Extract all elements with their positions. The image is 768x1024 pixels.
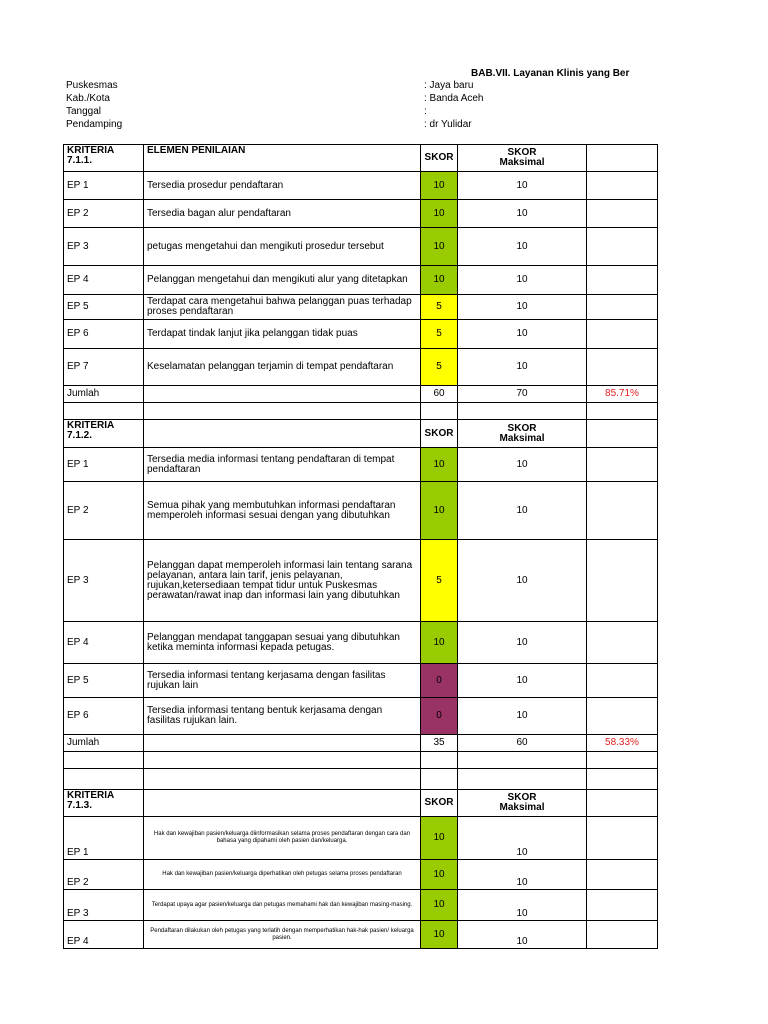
empty-cell: [144, 386, 421, 403]
empty-cell: [587, 420, 658, 448]
table-row: [64, 890, 658, 921]
empty-cell: [587, 320, 658, 349]
empty-cell: [587, 172, 658, 200]
empty-cell: [587, 769, 658, 790]
elemen-header: [144, 420, 421, 448]
empty-cell: [587, 860, 658, 890]
section-header-row: [64, 790, 658, 817]
elemen-text: Keselamatan pelanggan terjamin di tempat pendaftaran: [144, 349, 421, 386]
ep-label: EP 2: [64, 482, 144, 540]
empty-cell: [587, 200, 658, 228]
total-percentage: 58.33%: [587, 735, 658, 752]
skor-max-value: 10: [458, 200, 587, 228]
ep-label: EP 4: [64, 266, 144, 295]
total-max: 70: [458, 386, 587, 403]
elemen-text: Tersedia bagan alur pendaftaran: [144, 200, 421, 228]
elemen-text: Terdapat cara mengetahui bahwa pelanggan puas terhadap proses pendaftaran: [144, 295, 421, 320]
skor-max-value: 10: [458, 320, 587, 349]
skor-value: 5: [421, 540, 458, 622]
meta-row: [66, 92, 626, 105]
empty-cell: [144, 752, 421, 769]
empty-cell: [458, 769, 587, 790]
skor-max-value: 10: [458, 482, 587, 540]
elemen-text: Tersedia informasi tentang kerjasama dengan fasilitas rujukan lain: [144, 664, 421, 698]
table-row: [64, 172, 658, 200]
table-row: [64, 622, 658, 664]
meta-row: [66, 79, 626, 92]
table-row: [64, 295, 658, 320]
skor-value: 10: [421, 921, 458, 949]
empty-cell: [587, 817, 658, 860]
skor-max-value: 10: [458, 664, 587, 698]
empty-cell: [587, 403, 658, 420]
ep-label: EP 7: [64, 349, 144, 386]
table-row: [64, 320, 658, 349]
section-header-row: [64, 420, 658, 448]
elemen-text: Hak dan kewajiban pasien/keluarga diinformasikan selama proses pendaftaran dengan cara dan bahasa yang dipahami oleh pasien dan/keluarga.: [144, 817, 421, 860]
meta-label: Puskesmas: [66, 80, 118, 91]
skor-value: 10: [421, 200, 458, 228]
skor-max-header: SKOR Maksimal: [458, 790, 587, 817]
empty-cell: [587, 448, 658, 482]
ep-label: EP 3: [64, 228, 144, 266]
document-title: BAB.VII. Layanan Klinis yang Ber: [471, 68, 630, 79]
empty-cell: [587, 622, 658, 664]
ep-label: EP 6: [64, 320, 144, 349]
table-row: [64, 540, 658, 622]
skor-max-header: SKOR Maksimal: [458, 145, 587, 172]
ep-label: EP 1: [64, 817, 144, 860]
ep-label: EP 5: [64, 295, 144, 320]
skor-value: 10: [421, 448, 458, 482]
table-row: [64, 448, 658, 482]
skor-value: 5: [421, 320, 458, 349]
skor-max-value: 10: [458, 295, 587, 320]
skor-header: SKOR: [421, 790, 458, 817]
skor-value: 5: [421, 295, 458, 320]
empty-cell: [587, 540, 658, 622]
blank-row: [64, 403, 658, 420]
skor-max-value: 10: [458, 228, 587, 266]
blank-row: [64, 769, 658, 790]
empty-cell: [587, 228, 658, 266]
empty-cell: [458, 403, 587, 420]
skor-max-value: 10: [458, 817, 587, 860]
table-row: [64, 266, 658, 295]
skor-value: 10: [421, 266, 458, 295]
empty-cell: [458, 752, 587, 769]
meta-label: Tanggal: [66, 106, 102, 117]
elemen-text: Terdapat upaya agar pasien/keluarga dan petugas memahami hak dan kewajiban masing-masing.: [144, 890, 421, 921]
kriteria-label: KRITERIA 7.1.3.: [64, 790, 144, 817]
elemen-text: Tersedia media informasi tentang pendaftaran di tempat pendaftaran: [144, 448, 421, 482]
section-header-row: [64, 145, 658, 172]
empty-cell: [144, 769, 421, 790]
elemen-text: Tersedia prosedur pendaftaran: [144, 172, 421, 200]
skor-value: 0: [421, 698, 458, 735]
ep-label: EP 6: [64, 698, 144, 735]
meta-row: [66, 118, 626, 131]
elemen-text: Terdapat tindak lanjut jika pelanggan tidak puas: [144, 320, 421, 349]
table-row: [64, 664, 658, 698]
meta-value: :: [424, 106, 427, 117]
ep-label: EP 2: [64, 200, 144, 228]
elemen-text: Pelanggan mendapat tanggapan sesuai yang dibutuhkan ketika meminta informasi kepada petugas.: [144, 622, 421, 664]
skor-value: 10: [421, 228, 458, 266]
elemen-text: Tersedia informasi tentang bentuk kerjasama dengan fasilitas rujukan lain.: [144, 698, 421, 735]
meta-value: : Jaya baru: [424, 80, 474, 91]
total-skor: 60: [421, 386, 458, 403]
skor-value: 10: [421, 860, 458, 890]
elemen-text: Hak dan kewajiban pasien/keluarga diperhatikan oleh petugas selama proses pendaftaran: [144, 860, 421, 890]
table-row: [64, 698, 658, 735]
skor-max-value: 10: [458, 860, 587, 890]
ep-label: EP 4: [64, 921, 144, 949]
meta-row: [66, 105, 626, 118]
table-row: [64, 921, 658, 949]
total-row: [64, 386, 658, 403]
skor-value: 10: [421, 622, 458, 664]
skor-value: 5: [421, 349, 458, 386]
empty-cell: [421, 769, 458, 790]
empty-cell: [421, 752, 458, 769]
total-label: Jumlah: [64, 735, 144, 752]
empty-cell: [64, 403, 144, 420]
ep-label: EP 4: [64, 622, 144, 664]
ep-label: EP 3: [64, 540, 144, 622]
empty-cell: [64, 752, 144, 769]
ep-label: EP 3: [64, 890, 144, 921]
skor-max-value: 10: [458, 266, 587, 295]
skor-value: 10: [421, 482, 458, 540]
kriteria-label: KRITERIA 7.1.2.: [64, 420, 144, 448]
empty-cell: [587, 752, 658, 769]
table-row: [64, 817, 658, 860]
empty-cell: [587, 921, 658, 949]
skor-max-value: 10: [458, 921, 587, 949]
skor-max-value: 10: [458, 172, 587, 200]
elemen-text: Pelanggan dapat memperoleh informasi lain tentang sarana pelayanan, antara lain tarif, jenis pelayanan, rujukan,ketersediaan tempat tidur untuk Puskesmas perawatan/rawat inap dan informasi lain yang dibutuhkan: [144, 540, 421, 622]
total-skor: 35: [421, 735, 458, 752]
elemen-header: [144, 790, 421, 817]
meta-label: Pendamping: [66, 119, 123, 130]
skor-max-value: 10: [458, 622, 587, 664]
meta-value: : Banda Aceh: [424, 93, 484, 104]
table-row: [64, 228, 658, 266]
blank-row: [64, 752, 658, 769]
total-max: 60: [458, 735, 587, 752]
empty-cell: [587, 664, 658, 698]
empty-cell: [587, 295, 658, 320]
skor-max-header: SKOR Maksimal: [458, 420, 587, 448]
ep-label: EP 2: [64, 860, 144, 890]
empty-cell: [64, 769, 144, 790]
elemen-text: Pendaftaran dilakukan oleh petugas yang terlatih dengan memperhatikan hak-hak pasien/ keluarga pasien.: [144, 921, 421, 949]
empty-cell: [587, 698, 658, 735]
skor-value: 10: [421, 172, 458, 200]
empty-cell: [144, 735, 421, 752]
skor-value: 10: [421, 817, 458, 860]
assessment-table: [63, 144, 658, 949]
skor-value: 10: [421, 890, 458, 921]
empty-cell: [587, 482, 658, 540]
skor-header: SKOR: [421, 145, 458, 172]
table-row: [64, 349, 658, 386]
skor-max-value: 10: [458, 349, 587, 386]
empty-cell: [587, 890, 658, 921]
empty-cell: [144, 403, 421, 420]
skor-max-value: 10: [458, 698, 587, 735]
table-row: [64, 860, 658, 890]
ep-label: EP 1: [64, 448, 144, 482]
skor-max-value: 10: [458, 448, 587, 482]
empty-cell: [587, 145, 658, 172]
total-label: Jumlah: [64, 386, 144, 403]
elemen-text: Pelanggan mengetahui dan mengikuti alur yang ditetapkan: [144, 266, 421, 295]
table-row: [64, 482, 658, 540]
skor-header: SKOR: [421, 420, 458, 448]
ep-label: EP 1: [64, 172, 144, 200]
empty-cell: [587, 790, 658, 817]
skor-max-value: 10: [458, 890, 587, 921]
skor-max-value: 10: [458, 540, 587, 622]
elemen-header: ELEMEN PENILAIAN: [144, 145, 421, 172]
skor-value: 0: [421, 664, 458, 698]
total-percentage: 85.71%: [587, 386, 658, 403]
elemen-text: petugas mengetahui dan mengikuti prosedur tersebut: [144, 228, 421, 266]
empty-cell: [587, 349, 658, 386]
table-row: [64, 200, 658, 228]
meta-value: : dr Yulidar: [424, 119, 472, 130]
elemen-text: Semua pihak yang membutuhkan informasi pendaftaran memperoleh informasi sesuai dengan yang dibutuhkan: [144, 482, 421, 540]
header-info: [66, 79, 626, 131]
meta-label: Kab./Kota: [66, 93, 110, 104]
empty-cell: [421, 403, 458, 420]
total-row: [64, 735, 658, 752]
kriteria-label: KRITERIA 7.1.1.: [64, 145, 144, 172]
empty-cell: [587, 266, 658, 295]
ep-label: EP 5: [64, 664, 144, 698]
